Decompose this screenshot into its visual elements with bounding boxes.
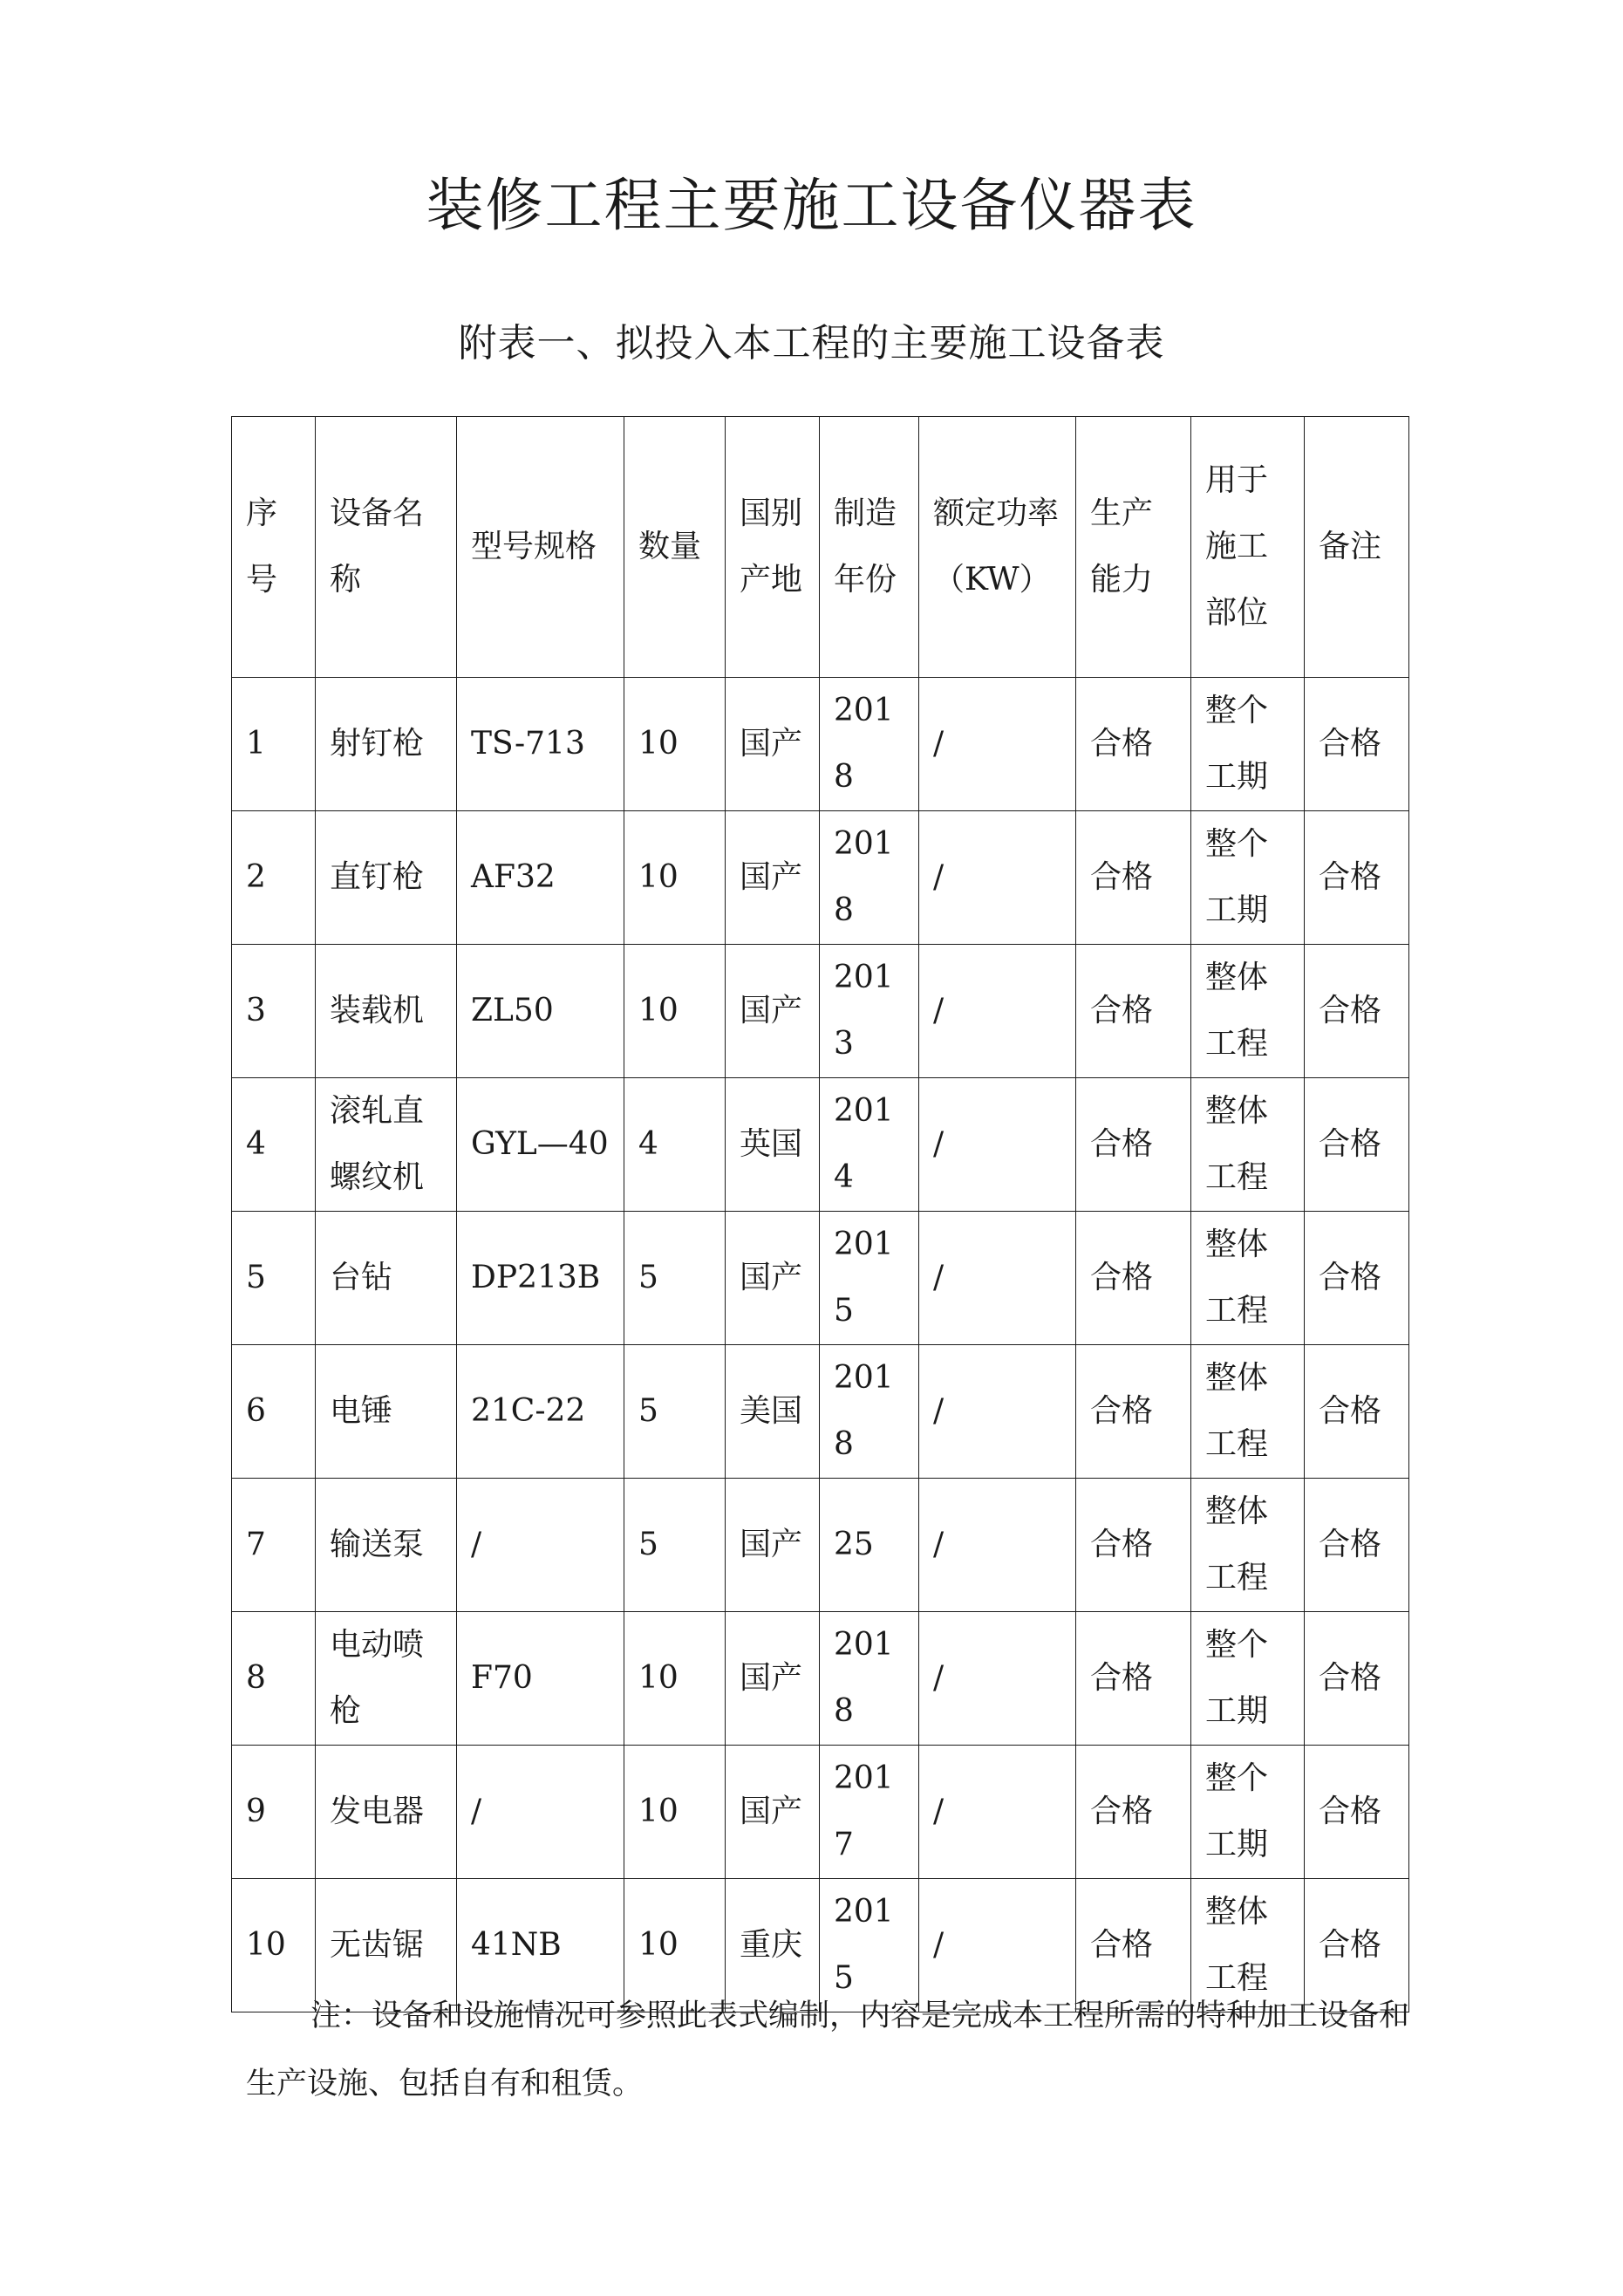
cell-origin: 国产 [726, 1212, 820, 1345]
cell-model: F70 [457, 1612, 624, 1746]
cell-remark: 合格 [1305, 1746, 1409, 1879]
cell-name: 台钻 [316, 1212, 457, 1345]
cell-index: 9 [232, 1746, 316, 1879]
cell-capacity: 合格 [1076, 1345, 1191, 1479]
table-row [232, 1078, 1409, 1212]
cell-name: 装载机 [316, 945, 457, 1078]
equipment-table [231, 416, 1409, 2012]
cell-index: 7 [232, 1479, 316, 1612]
table-row [232, 1212, 1409, 1345]
header-cell-index: 序号 [232, 417, 316, 678]
cell-index: 8 [232, 1612, 316, 1746]
cell-power: / [919, 945, 1076, 1078]
cell-power: / [919, 1212, 1076, 1345]
header-cell-power: 额定功率（KW） [919, 417, 1076, 678]
table-row [232, 1612, 1409, 1746]
cell-power: / [919, 678, 1076, 811]
cell-model: GYL—40 [457, 1078, 624, 1212]
cell-model: ZL50 [457, 945, 624, 1078]
cell-power: / [919, 1345, 1076, 1479]
cell-name: 电动喷枪 [316, 1612, 457, 1746]
table-row [232, 811, 1409, 945]
cell-year: 2015 [820, 1212, 919, 1345]
cell-usage: 整个工期 [1191, 811, 1305, 945]
cell-capacity: 合格 [1076, 945, 1191, 1078]
cell-quantity: 10 [624, 811, 726, 945]
cell-index: 5 [232, 1212, 316, 1345]
cell-year: 25 [820, 1479, 919, 1612]
cell-origin: 英国 [726, 1078, 820, 1212]
header-cell-capacity: 生产能力 [1076, 417, 1191, 678]
cell-name: 滚轧直螺纹机 [316, 1078, 457, 1212]
cell-origin: 国产 [726, 1612, 820, 1746]
cell-usage: 整体工程 [1191, 1078, 1305, 1212]
cell-usage: 整体工程 [1191, 1479, 1305, 1612]
cell-name: 输送泵 [316, 1479, 457, 1612]
cell-quantity: 10 [624, 945, 726, 1078]
cell-remark: 合格 [1305, 1879, 1409, 2012]
cell-year: 2014 [820, 1078, 919, 1212]
cell-index: 1 [232, 678, 316, 811]
cell-model: 21C-22 [457, 1345, 624, 1479]
table-body [232, 417, 1409, 2012]
cell-power: / [919, 1612, 1076, 1746]
cell-index: 3 [232, 945, 316, 1078]
cell-name: 无齿锯 [316, 1879, 457, 2012]
cell-usage: 整个工期 [1191, 1612, 1305, 1746]
cell-usage: 整个工期 [1191, 1746, 1305, 1879]
cell-year: 2015 [820, 1879, 919, 2012]
table-row [232, 945, 1409, 1078]
cell-usage: 整体工程 [1191, 1212, 1305, 1345]
cell-remark: 合格 [1305, 1612, 1409, 1746]
cell-origin: 美国 [726, 1345, 820, 1479]
cell-capacity: 合格 [1076, 1212, 1191, 1345]
cell-name: 直钉枪 [316, 811, 457, 945]
cell-quantity: 10 [624, 1612, 726, 1746]
header-cell-year: 制造年份 [820, 417, 919, 678]
table-row [232, 1746, 1409, 1879]
table-row [232, 1345, 1409, 1479]
table-row [232, 678, 1409, 811]
cell-year: 2018 [820, 811, 919, 945]
cell-year: 2013 [820, 945, 919, 1078]
cell-index: 2 [232, 811, 316, 945]
header-cell-name: 设备名称 [316, 417, 457, 678]
cell-model: / [457, 1479, 624, 1612]
cell-origin: 国产 [726, 811, 820, 945]
cell-model: 41NB [457, 1879, 624, 2012]
cell-origin: 国产 [726, 1479, 820, 1612]
cell-capacity: 合格 [1076, 1879, 1191, 2012]
cell-quantity: 5 [624, 1212, 726, 1345]
cell-power: / [919, 1879, 1076, 2012]
table-subtitle: 附表一、拟投入本工程的主要施工设备表 [458, 321, 1165, 366]
cell-origin: 重庆 [726, 1879, 820, 2012]
cell-power: / [919, 1078, 1076, 1212]
cell-power: / [919, 1479, 1076, 1612]
header-cell-usage: 用于施工部位 [1191, 417, 1305, 678]
header-cell-quantity: 数量 [624, 417, 726, 678]
cell-quantity: 10 [624, 1879, 726, 2012]
footnote: 注：设备和设施情况可参照此表式编制，内容是完成本工程所需的特种加工设备和生产设施、包括自有和租赁。 [246, 1999, 1410, 2101]
cell-capacity: 合格 [1076, 1479, 1191, 1612]
header-cell-remark: 备注 [1305, 417, 1409, 678]
cell-remark: 合格 [1305, 1345, 1409, 1479]
cell-name: 发电器 [316, 1746, 457, 1879]
cell-origin: 国产 [726, 945, 820, 1078]
header-cell-model: 型号规格 [457, 417, 624, 678]
cell-model: AF32 [457, 811, 624, 945]
cell-quantity: 5 [624, 1345, 726, 1479]
cell-model: DP213B [457, 1212, 624, 1345]
cell-model: TS-713 [457, 678, 624, 811]
cell-index: 6 [232, 1345, 316, 1479]
cell-power: / [919, 811, 1076, 945]
cell-quantity: 10 [624, 678, 726, 811]
cell-remark: 合格 [1305, 811, 1409, 945]
document-title: 装修工程主要施工设备仪器表 [426, 172, 1197, 239]
cell-usage: 整体工程 [1191, 945, 1305, 1078]
cell-index: 4 [232, 1078, 316, 1212]
cell-remark: 合格 [1305, 1078, 1409, 1212]
cell-usage: 整体工程 [1191, 1879, 1305, 2012]
cell-origin: 国产 [726, 1746, 820, 1879]
cell-index: 10 [232, 1879, 316, 2012]
cell-model: / [457, 1746, 624, 1879]
cell-remark: 合格 [1305, 1212, 1409, 1345]
cell-quantity: 5 [624, 1479, 726, 1612]
cell-capacity: 合格 [1076, 1612, 1191, 1746]
cell-usage: 整体工程 [1191, 1345, 1305, 1479]
cell-origin: 国产 [726, 678, 820, 811]
cell-capacity: 合格 [1076, 1746, 1191, 1879]
cell-quantity: 4 [624, 1078, 726, 1212]
cell-remark: 合格 [1305, 1479, 1409, 1612]
cell-remark: 合格 [1305, 945, 1409, 1078]
cell-year: 2018 [820, 1345, 919, 1479]
cell-year: 2017 [820, 1746, 919, 1879]
cell-year: 2018 [820, 678, 919, 811]
cell-quantity: 10 [624, 1746, 726, 1879]
cell-usage: 整个工期 [1191, 678, 1305, 811]
header-cell-origin: 国别产地 [726, 417, 820, 678]
table-header-row [232, 417, 1409, 678]
cell-remark: 合格 [1305, 678, 1409, 811]
cell-name: 电锤 [316, 1345, 457, 1479]
cell-capacity: 合格 [1076, 1078, 1191, 1212]
cell-name: 射钉枪 [316, 678, 457, 811]
cell-capacity: 合格 [1076, 678, 1191, 811]
cell-power: / [919, 1746, 1076, 1879]
table-row [232, 1479, 1409, 1612]
cell-year: 2018 [820, 1612, 919, 1746]
cell-capacity: 合格 [1076, 811, 1191, 945]
